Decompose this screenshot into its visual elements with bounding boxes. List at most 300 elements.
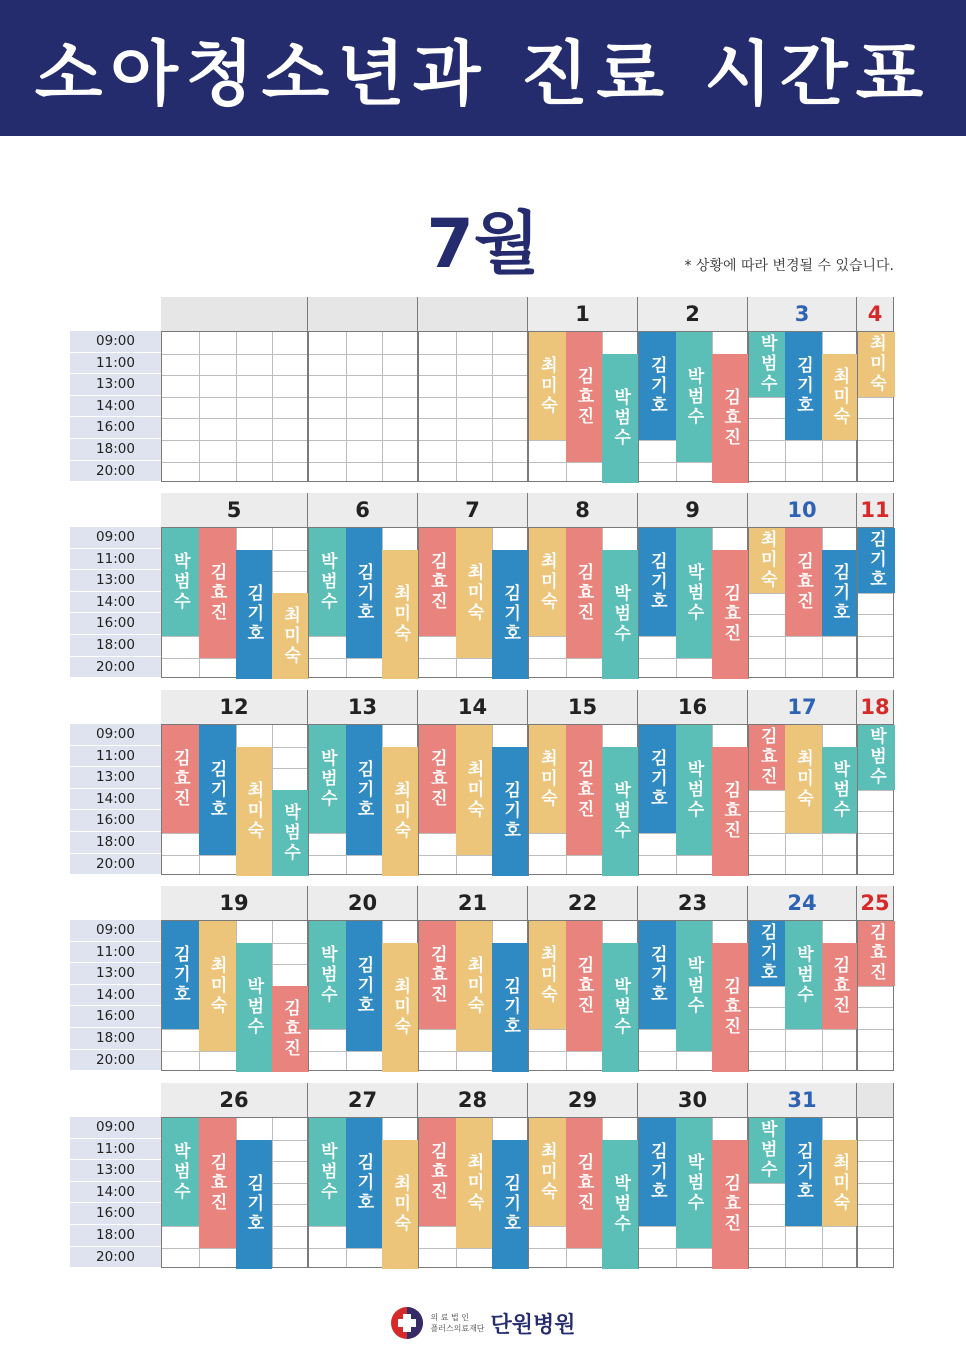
time-label: 14:00 (70, 396, 161, 418)
day-header: 26 (161, 1083, 308, 1117)
grid-line (309, 440, 417, 441)
doctor-name: 박범수 (683, 562, 704, 623)
day-cell (857, 724, 894, 875)
doctor-name: 김효진 (573, 562, 594, 623)
doctor-name: 최미숙 (463, 1152, 484, 1213)
grid-line (749, 1029, 856, 1030)
doctor-name: 최미숙 (463, 955, 484, 1016)
time-label: 20:00 (70, 854, 161, 876)
grid-line (749, 833, 856, 834)
doctor-name: 김기호 (353, 759, 374, 820)
doctor-block (199, 725, 236, 855)
day-header: 5 (161, 493, 308, 527)
hospital-name: 단원병원 (490, 1312, 576, 1338)
day-header: 2 (638, 297, 748, 331)
week-row (70, 493, 894, 678)
doctor-block (419, 1118, 456, 1226)
doctor-name: 김기호 (353, 955, 374, 1016)
doctor-name: 박범수 (169, 1142, 190, 1202)
grid-line (858, 440, 893, 441)
day-header: 13 (308, 690, 418, 724)
time-label: 18:00 (70, 1225, 161, 1247)
day-header: 18 (857, 690, 894, 724)
doctor-name: 김기호 (866, 530, 886, 591)
doctor-block (309, 528, 346, 636)
day-header: 8 (528, 493, 638, 527)
day-header: 7 (418, 493, 528, 527)
doctor-block (712, 1140, 749, 1270)
doctor-block (529, 921, 566, 1029)
time-label: 09:00 (70, 920, 161, 942)
day-header: 19 (161, 886, 308, 920)
doctor-block (712, 747, 749, 877)
grid-line (858, 636, 893, 637)
grid-line (858, 397, 893, 398)
doctor-block (749, 725, 785, 790)
doctor-block (602, 747, 639, 877)
doctor-name: 김효진 (720, 1174, 741, 1235)
doctor-block (602, 550, 639, 680)
grid-line (162, 1248, 307, 1249)
day-cell (528, 920, 638, 1071)
doctor-block (858, 332, 895, 397)
doctor-block (309, 1118, 346, 1226)
day-header: 22 (528, 886, 638, 920)
doctor-block (639, 1118, 676, 1226)
day-cell (308, 724, 418, 875)
day-header (308, 297, 418, 331)
time-label: 11:00 (70, 353, 161, 375)
doctor-name: 김효진 (426, 945, 447, 1005)
doctor-block (346, 921, 383, 1051)
doctor-name: 최미숙 (280, 605, 301, 666)
time-label: 14:00 (70, 592, 161, 614)
doctor-name: 박범수 (316, 945, 337, 1005)
day-header: 27 (308, 1083, 418, 1117)
doctor-name: 김기호 (756, 923, 777, 984)
time-label: 14:00 (70, 789, 161, 811)
grid-line (419, 440, 527, 441)
doctor-name: 박범수 (683, 1152, 704, 1213)
day-cell (638, 724, 748, 875)
doctor-block (566, 1118, 603, 1248)
doctor-name: 김효진 (573, 1152, 594, 1213)
doctor-name: 박범수 (316, 749, 337, 809)
doctor-block (199, 1118, 236, 1248)
doctor-block (785, 1118, 821, 1226)
doctor-name: 김효진 (829, 955, 850, 1016)
time-label: 18:00 (70, 1028, 161, 1050)
grid-line (858, 811, 893, 812)
day-header: 1 (528, 297, 638, 331)
doctor-block (602, 943, 639, 1073)
grid-line (858, 833, 893, 834)
day-cell (638, 1117, 748, 1268)
month-title: 7월 (426, 205, 540, 284)
day-header: 9 (638, 493, 748, 527)
grid-line (419, 397, 527, 398)
doctor-name: 김기호 (243, 1174, 264, 1235)
day-cell (638, 920, 748, 1071)
time-label: 11:00 (70, 746, 161, 768)
day-cell (418, 1117, 528, 1268)
doctor-name: 최미숙 (390, 977, 411, 1038)
doctor-name: 김기호 (353, 1152, 374, 1213)
week-row (70, 1083, 894, 1268)
doctor-block (566, 528, 603, 658)
doctor-name: 박범수 (610, 781, 631, 842)
day-cell (528, 724, 638, 875)
doctor-name: 김효진 (206, 562, 227, 623)
day-header (857, 1083, 894, 1117)
time-label: 20:00 (70, 461, 161, 483)
doctor-block (822, 943, 858, 1029)
doctor-block (639, 528, 676, 636)
logo-subtitle-2: 플러스의료재단 (430, 1324, 485, 1333)
grid-line (309, 354, 417, 355)
doctor-name: 박범수 (792, 945, 813, 1005)
time-label: 18:00 (70, 635, 161, 657)
doctor-name: 최미숙 (463, 562, 484, 623)
hospital-logo (0, 1306, 966, 1340)
week-row (70, 886, 894, 1071)
doctor-block (162, 921, 199, 1029)
day-cell (308, 331, 418, 482)
doctor-name: 김기호 (646, 552, 667, 612)
doctor-block (639, 725, 676, 833)
doctor-name: 박범수 (610, 584, 631, 645)
doctor-block (749, 528, 785, 593)
doctor-block (346, 528, 383, 658)
time-label: 13:00 (70, 963, 161, 985)
doctor-name: 김기호 (646, 749, 667, 809)
grid-line (858, 1140, 893, 1141)
doctor-name: 김기호 (792, 1142, 813, 1202)
doctor-name: 김효진 (720, 388, 741, 449)
day-header: 30 (638, 1083, 748, 1117)
doctor-block (566, 725, 603, 855)
doctor-name: 박범수 (280, 802, 301, 863)
doctor-block (236, 943, 273, 1073)
grid-line (749, 1226, 856, 1227)
doctor-name: 박범수 (610, 977, 631, 1038)
doctor-name: 최미숙 (390, 1174, 411, 1235)
grid-line (162, 418, 307, 419)
doctor-block (162, 725, 199, 833)
doctor-block (712, 354, 749, 484)
grid-line (858, 1007, 893, 1008)
doctor-block (309, 921, 346, 1029)
doctor-block (676, 921, 713, 1051)
day-cell (748, 527, 857, 678)
doctor-name: 최미숙 (536, 552, 557, 612)
doctor-name: 김효진 (426, 1142, 447, 1202)
grid-line (749, 440, 856, 441)
doctor-name: 김기호 (500, 781, 521, 842)
page-header (0, 0, 966, 136)
day-header: 29 (528, 1083, 638, 1117)
doctor-name: 김기호 (500, 977, 521, 1038)
grid-line (858, 593, 893, 594)
doctor-name: 김효진 (169, 749, 190, 809)
doctor-name: 박범수 (316, 1142, 337, 1202)
doctor-name: 김효진 (280, 998, 301, 1059)
doctor-name: 김기호 (646, 356, 667, 416)
doctor-name: 최미숙 (536, 356, 557, 416)
grid-line (858, 1161, 893, 1162)
doctor-block (676, 1118, 713, 1248)
doctor-block (309, 725, 346, 833)
doctor-name: 최미숙 (536, 1142, 557, 1202)
day-cell (161, 920, 308, 1071)
day-cell (748, 1117, 857, 1268)
doctor-block (749, 332, 785, 397)
change-notice: * 상황에 따라 변경될 수 있습니다. (684, 258, 894, 274)
time-label: 18:00 (70, 439, 161, 461)
doctor-block (566, 921, 603, 1051)
grid-line (162, 462, 307, 463)
doctor-name: 김효진 (206, 1152, 227, 1213)
doctor-block (419, 725, 456, 833)
time-label: 16:00 (70, 1006, 161, 1028)
doctor-name: 박범수 (316, 552, 337, 612)
grid-line (419, 354, 527, 355)
day-header: 14 (418, 690, 528, 724)
day-header: 11 (857, 493, 894, 527)
day-header: 23 (638, 886, 748, 920)
doctor-block (785, 528, 821, 636)
doctor-block (382, 747, 419, 877)
day-cell (748, 920, 857, 1071)
doctor-block (492, 747, 529, 877)
day-cell (418, 331, 528, 482)
doctor-block (419, 921, 456, 1029)
grid-line (309, 418, 417, 419)
doctor-block (858, 921, 895, 986)
time-label: 20:00 (70, 1050, 161, 1072)
doctor-name: 최미숙 (206, 955, 227, 1016)
doctor-block (529, 725, 566, 833)
doctor-block (858, 725, 895, 790)
doctor-block (346, 725, 383, 855)
grid-line (162, 354, 307, 355)
doctor-block (272, 593, 309, 679)
time-label: 20:00 (70, 657, 161, 679)
doctor-name: 박범수 (169, 552, 190, 612)
day-header: 28 (418, 1083, 528, 1117)
day-header: 17 (748, 690, 857, 724)
doctor-name: 최미숙 (390, 781, 411, 842)
doctor-block (529, 528, 566, 636)
doctor-block (822, 747, 858, 833)
doctor-block (456, 528, 493, 658)
time-label: 16:00 (70, 1203, 161, 1225)
day-cell (638, 331, 748, 482)
doctor-block (749, 1118, 785, 1183)
doctor-block (382, 1140, 419, 1270)
doctor-block (639, 332, 676, 440)
time-label: 13:00 (70, 374, 161, 396)
day-cell (308, 920, 418, 1071)
day-cell (418, 527, 528, 678)
day-header (418, 297, 528, 331)
day-cell (857, 1117, 894, 1268)
week-row (70, 690, 894, 875)
time-label: 18:00 (70, 832, 161, 854)
doctor-name: 박범수 (756, 1120, 777, 1181)
day-header (161, 297, 308, 331)
doctor-block (456, 725, 493, 855)
grid-line (858, 1029, 893, 1030)
doctor-block (822, 1140, 858, 1226)
doctor-name: 김기호 (646, 1142, 667, 1202)
day-header: 25 (857, 886, 894, 920)
time-label: 16:00 (70, 417, 161, 439)
day-cell (528, 1117, 638, 1268)
day-cell (161, 527, 308, 678)
doctor-name: 박범수 (829, 759, 850, 820)
day-cell (857, 331, 894, 482)
day-cell (748, 331, 857, 482)
time-label: 11:00 (70, 942, 161, 964)
grid-line (858, 462, 893, 463)
doctor-block (712, 550, 749, 680)
doctor-name: 김기호 (792, 356, 813, 416)
doctor-name: 김효진 (426, 749, 447, 809)
doctor-block (236, 1140, 273, 1270)
doctor-block (639, 921, 676, 1029)
day-cell (161, 331, 308, 482)
doctor-block (492, 943, 529, 1073)
doctor-block (236, 747, 273, 877)
doctor-block (785, 332, 821, 440)
doctor-name: 최미숙 (756, 530, 777, 591)
doctor-block (456, 921, 493, 1051)
day-header: 20 (308, 886, 418, 920)
doctor-name: 김효진 (756, 727, 777, 788)
doctor-name: 김효진 (573, 366, 594, 427)
doctor-name: 김기호 (646, 945, 667, 1005)
time-label: 09:00 (70, 1117, 161, 1139)
grid-line (749, 1051, 856, 1052)
day-cell (308, 527, 418, 678)
time-label: 13:00 (70, 570, 161, 592)
doctor-name: 최미숙 (536, 945, 557, 1005)
doctor-block (602, 354, 639, 484)
day-header: 10 (748, 493, 857, 527)
grid-line (858, 1051, 893, 1052)
doctor-block (712, 943, 749, 1073)
day-cell (308, 1117, 418, 1268)
time-label: 13:00 (70, 1160, 161, 1182)
day-header: 21 (418, 886, 528, 920)
doctor-name: 최미숙 (829, 366, 850, 427)
doctor-block (382, 943, 419, 1073)
time-label: 13:00 (70, 767, 161, 789)
doctor-block (676, 528, 713, 658)
grid-line (858, 418, 893, 419)
day-cell (161, 724, 308, 875)
doctor-block (492, 550, 529, 680)
day-header: 24 (748, 886, 857, 920)
doctor-block (199, 921, 236, 1051)
doctor-block (749, 921, 785, 986)
doctor-name: 박범수 (683, 759, 704, 820)
doctor-name: 박범수 (683, 955, 704, 1016)
day-cell (857, 920, 894, 1071)
doctor-block (676, 725, 713, 855)
day-header: 31 (748, 1083, 857, 1117)
day-header: 16 (638, 690, 748, 724)
day-header: 3 (748, 297, 857, 331)
doctor-name: 김효진 (426, 552, 447, 612)
doctor-block (785, 921, 821, 1029)
grid-line (749, 636, 856, 637)
day-cell (528, 331, 638, 482)
doctor-name: 박범수 (756, 334, 777, 395)
doctor-name: 김효진 (720, 781, 741, 842)
grid-line (419, 375, 527, 376)
grid-line (419, 418, 527, 419)
time-label: 16:00 (70, 810, 161, 832)
doctor-block (785, 725, 821, 833)
time-label: 09:00 (70, 331, 161, 353)
doctor-block (676, 332, 713, 462)
time-label: 14:00 (70, 1182, 161, 1204)
day-cell (857, 527, 894, 678)
doctor-name: 김기호 (829, 562, 850, 623)
time-label: 16:00 (70, 613, 161, 635)
grid-line (858, 1248, 893, 1249)
doctor-name: 김효진 (792, 552, 813, 612)
grid-line (309, 397, 417, 398)
doctor-name: 최미숙 (463, 759, 484, 820)
doctor-block (162, 1118, 199, 1226)
time-label: 20:00 (70, 1247, 161, 1269)
doctor-name: 김효진 (573, 955, 594, 1016)
doctor-name: 김기호 (353, 562, 374, 623)
week-row (70, 297, 894, 482)
time-label: 11:00 (70, 1139, 161, 1161)
day-header: 15 (528, 690, 638, 724)
grid-line (858, 1183, 893, 1184)
doctor-name: 박범수 (683, 366, 704, 427)
doctor-block (346, 1118, 383, 1248)
grid-line (749, 855, 856, 856)
doctor-name: 김기호 (500, 1174, 521, 1235)
doctor-name: 김기호 (206, 759, 227, 820)
doctor-name: 박범수 (866, 727, 886, 788)
doctor-name: 최미숙 (866, 334, 886, 395)
page-title: 소아청소년과 진료 시간표 (34, 32, 932, 115)
doctor-name: 김기호 (243, 584, 264, 645)
doctor-block (492, 1140, 529, 1270)
doctor-block (822, 354, 858, 440)
doctor-block (822, 550, 858, 636)
doctor-block (566, 332, 603, 462)
doctor-name: 김효진 (866, 923, 886, 984)
doctor-name: 김효진 (720, 584, 741, 645)
logo-subtitle-1: 의 료 법 인 (430, 1313, 469, 1322)
day-header: 4 (857, 297, 894, 331)
day-cell (161, 1117, 308, 1268)
grid-line (858, 1204, 893, 1205)
day-header: 6 (308, 493, 418, 527)
hospital-cross-icon (390, 1306, 424, 1340)
doctor-block (456, 1118, 493, 1248)
doctor-name: 김효진 (573, 759, 594, 820)
doctor-name: 최미숙 (829, 1152, 850, 1213)
